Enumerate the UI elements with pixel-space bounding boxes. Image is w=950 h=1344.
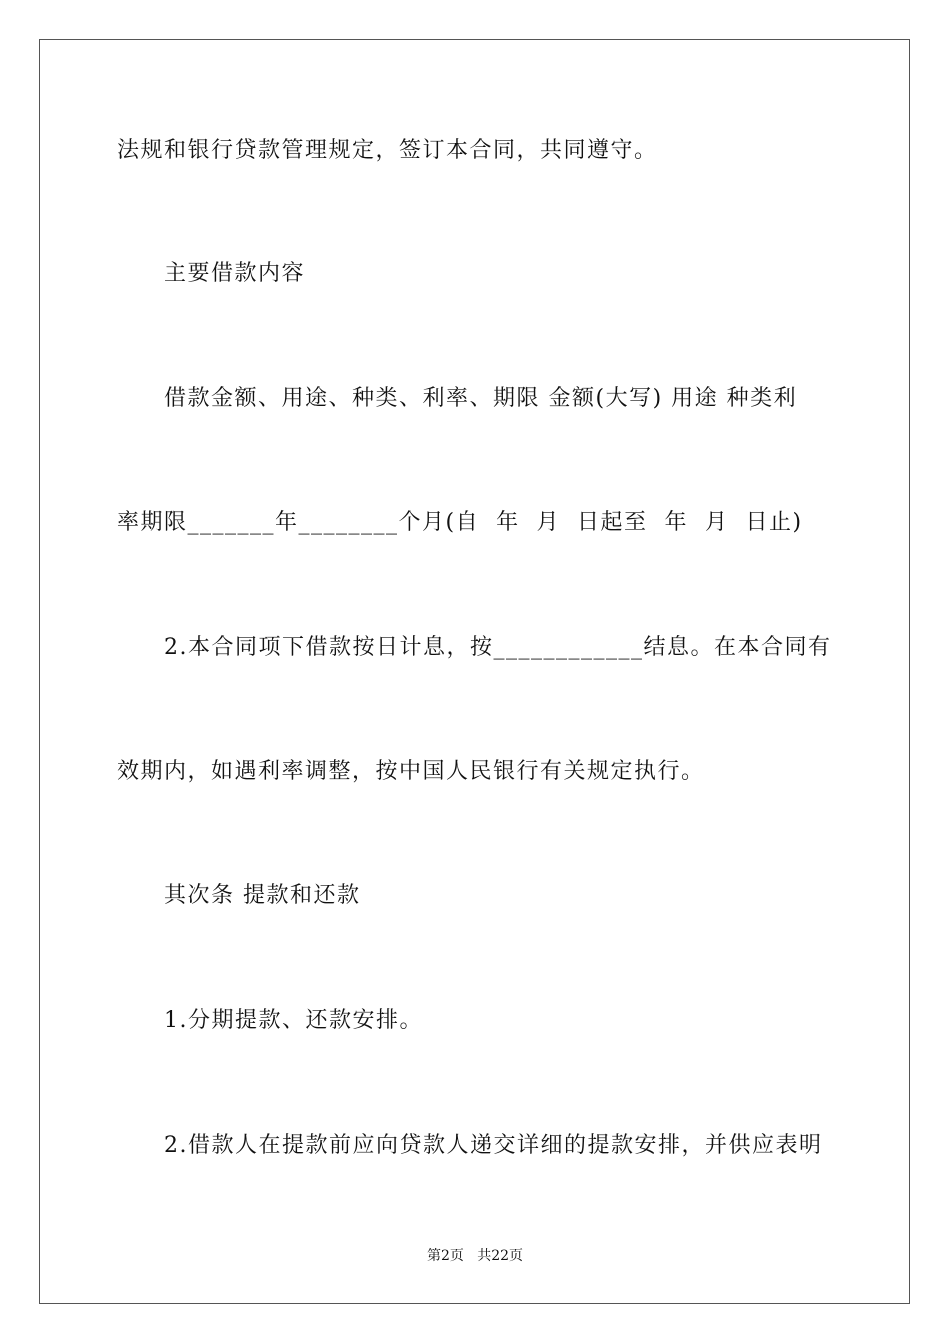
body-line-5: 2.本合同项下借款按日计息，按____________结息。在本合同有 bbox=[164, 635, 832, 660]
body-line-8: 1.分期提款、还款安排。 bbox=[164, 1008, 423, 1033]
page-number: 第2页 共22页 bbox=[426, 1248, 524, 1264]
body-line-3: 借款金额、用途、种类、利率、期限 金额(大写) 用途 种类利 bbox=[164, 386, 798, 411]
page-border bbox=[39, 39, 910, 1304]
body-line-1: 法规和银行贷款管理规定，签订本合同，共同遵守。 bbox=[117, 138, 658, 163]
section-heading-loan-content: 主要借款内容 bbox=[164, 261, 306, 286]
section-heading-withdrawal-repayment: 其次条 提款和还款 bbox=[164, 883, 361, 908]
body-line-6: 效期内，如遇利率调整，按中国人民银行有关规定执行。 bbox=[117, 759, 705, 784]
body-line-4: 率期限_______年________个月(自 年 月 日起至 年 月 日止) bbox=[117, 510, 803, 535]
body-line-9: 2.借款人在提款前应向贷款人递交详细的提款安排，并供应表明 bbox=[164, 1133, 823, 1158]
